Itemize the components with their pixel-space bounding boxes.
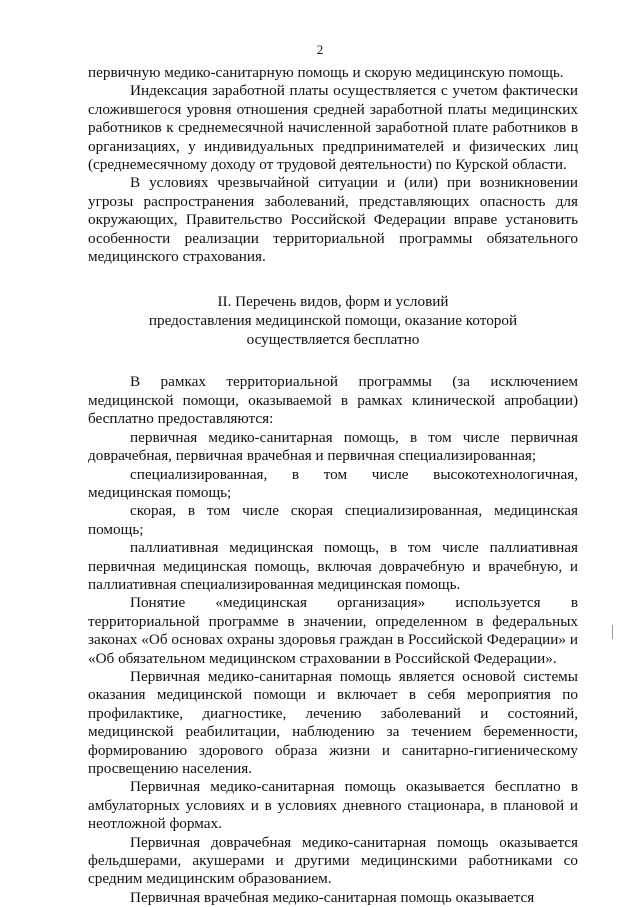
page-number: 2 xyxy=(316,42,324,57)
document-body xyxy=(88,64,578,907)
paragraph-emergency-conditions: В условиях чрезвычайной ситуации и (или) при возникновении угрозы распространения заболеваний, представляющих опасность для окружающих, Правительство Российской Федерации вправе установить особенности реализации территориальной программы обязательного медицинского страхования. xyxy=(88,174,578,266)
list-item-emergency-care: скорая, в том числе скорая специализированная, медицинская помощь; xyxy=(88,502,578,538)
paragraph-primary-care-free: Первичная медико-санитарная помощь оказывается бесплатно в амбулаторных условиях и в условиях дневного стационара, в плановой и неотложной формах. xyxy=(88,778,578,833)
paragraph-prephysician-care: Первичная доврачебная медико-санитарная помощь оказывается фельдшерами, акушерами и другими медицинскими работниками со средним медицинским образованием. xyxy=(88,833,578,888)
section-heading-line: II. Перечень видов, форм и условий xyxy=(217,293,449,311)
list-item-primary-care: первичная медико-санитарная помощь, в том числе первичная доврачебная, первичная врачебная и первичная специализированная; xyxy=(88,428,578,465)
paragraph-medical-organization-definition: Понятие «медицинская организация» используется в территориальной программе в значении, определенном в федеральных законах «Об основах охраны здоровья граждан в Российской Федерации» и «Об обязательном медицинском страховании в Российской Федерации». xyxy=(88,594,578,667)
section-heading-line: предоставления медицинской помощи, оказание которой xyxy=(148,312,518,330)
paragraph-continuation: первичную медико-санитарную помощь и скорую медицинскую помощь. xyxy=(88,64,564,81)
list-item-specialized-care: специализированная, в том числе высокотехнологичная, медицинская помощь; xyxy=(88,465,578,501)
paragraph-salary-indexation: Индексация заработной платы осуществляется с учетом фактически сложившегося уровня отношения средней заработной платы медицинских работников к среднемесячной начисленной заработной плате работников в организациях, у индивидуальных предпринимателей и физических лиц (среднемесячному доходу от трудовой деятельности) по Курской области. xyxy=(88,82,578,174)
section-heading-line: осуществляется бесплатно xyxy=(246,331,420,349)
paragraph-program-scope: В рамках территориальной программы (за исключением медицинской помощи, оказываемой в рамках клинической апробации) бесплатно предоставляются: xyxy=(88,373,578,428)
paragraph-physician-care: Первичная врачебная медико-санитарная помощь оказывается xyxy=(130,888,535,906)
section-heading xyxy=(88,292,578,349)
margin-mark xyxy=(612,625,613,639)
paragraph-primary-care-basis: Первичная медико-санитарная помощь является основой системы оказания медицинской помощи и включает в себя мероприятия по профилактике, диагностике, лечению заболеваний и состояний, медицинской реабилитации, наблюдению за течением беременности, формированию здорового образа жизни и санитарно-гигиеническому просвещению населения. xyxy=(88,667,578,777)
list-item-palliative-care: паллиативная медицинская помощь, в том числе паллиативная первичная медицинская помощь, включая доврачебную и врачебную, и паллиативная специализированная медицинская помощь. xyxy=(88,539,578,593)
